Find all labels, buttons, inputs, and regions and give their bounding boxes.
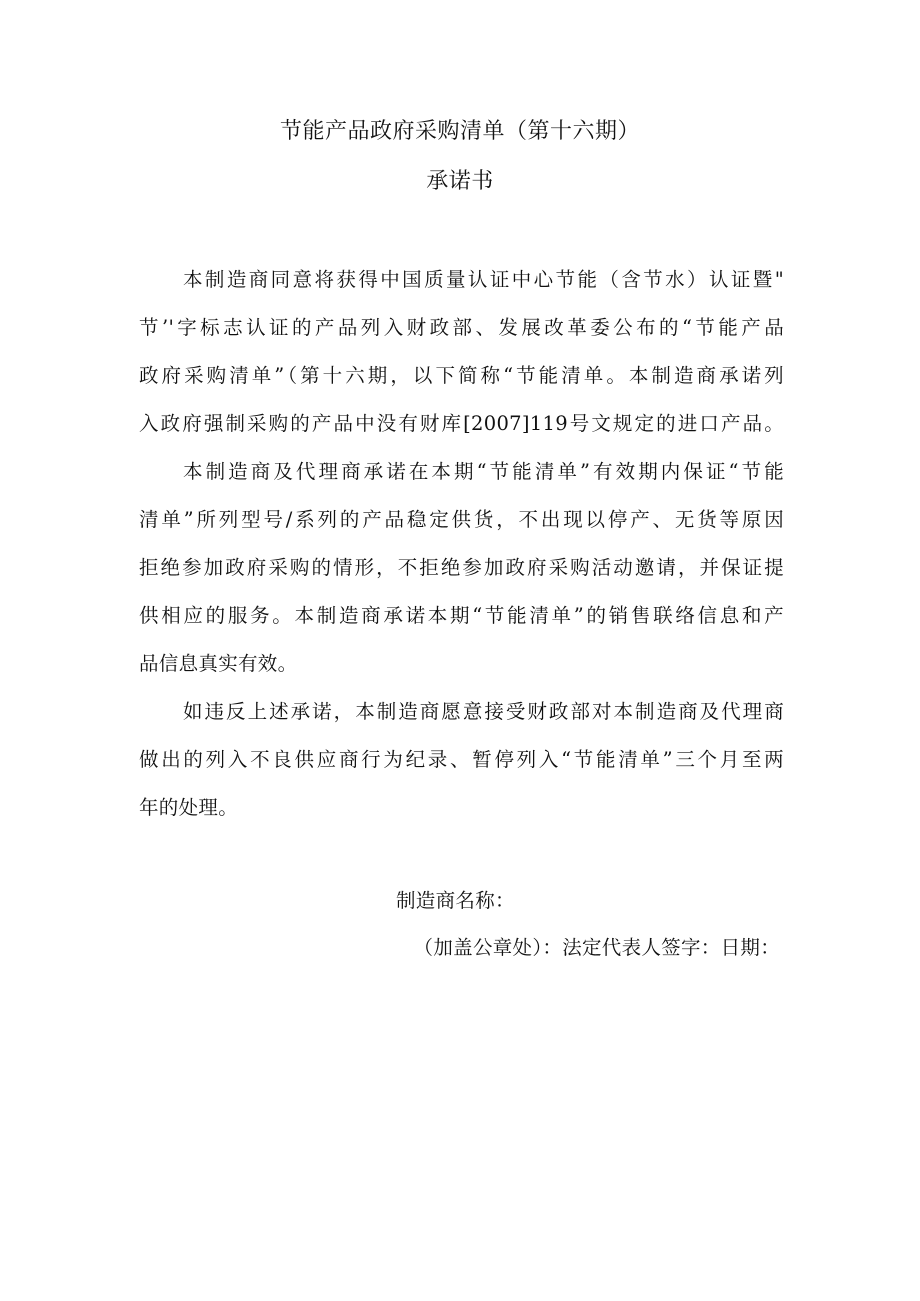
paragraph-line: 品信息真实有效。: [139, 652, 298, 675]
paragraph-1: [139, 256, 784, 448]
paragraph-line: 年的处理。: [139, 796, 239, 819]
paragraph-line: 本制造商同意将获得中国质量认证中心节能（含节水）认证暨": [183, 268, 784, 291]
seal-signature-date-line: （加盖公章处）：法定代表人签字：日期：: [413, 936, 780, 959]
paragraph-3: [139, 688, 784, 832]
paragraph-line: 本制造商及代理商承诺在本期“节能清单”有效期内保证“节能: [183, 460, 784, 483]
paragraph-line: 节’'字标志认证的产品列入财政部、发展改革委公布的“节能产品: [139, 316, 784, 339]
paragraph-line: 政府采购清单”（第十六期，以下简称“节能清单。本制造商承诺列: [139, 364, 784, 387]
document-title: 节能产品政府采购清单（第十六期）: [279, 119, 640, 144]
paragraph-line: 供相应的服务。本制造商承诺本期“节能清单”的销售联络信息和产: [139, 604, 784, 627]
paragraph-line: 拒绝参加政府采购的情形，不拒绝参加政府采购活动邀请，并保证提: [139, 556, 784, 579]
paragraph-line: 清单”所列型号/系列的产品稳定供货，不出现以停产、无货等原因: [139, 508, 784, 531]
manufacturer-name-label: 制造商名称：: [396, 889, 515, 912]
paragraph-line: 入政府强制采购的产品中没有财库[2007]119号文规定的进口产品。: [139, 412, 784, 435]
document-subtitle: 承诺书: [426, 169, 494, 194]
paragraph-line: 如违反上述承诺，本制造商愿意接受财政部对本制造商及代理商: [183, 700, 784, 723]
document-body: [139, 256, 784, 832]
paragraph-line: 做出的列入不良供应商行为纪录、暂停列入“节能清单”三个月至两: [139, 748, 784, 771]
paragraph-2: [139, 448, 784, 688]
